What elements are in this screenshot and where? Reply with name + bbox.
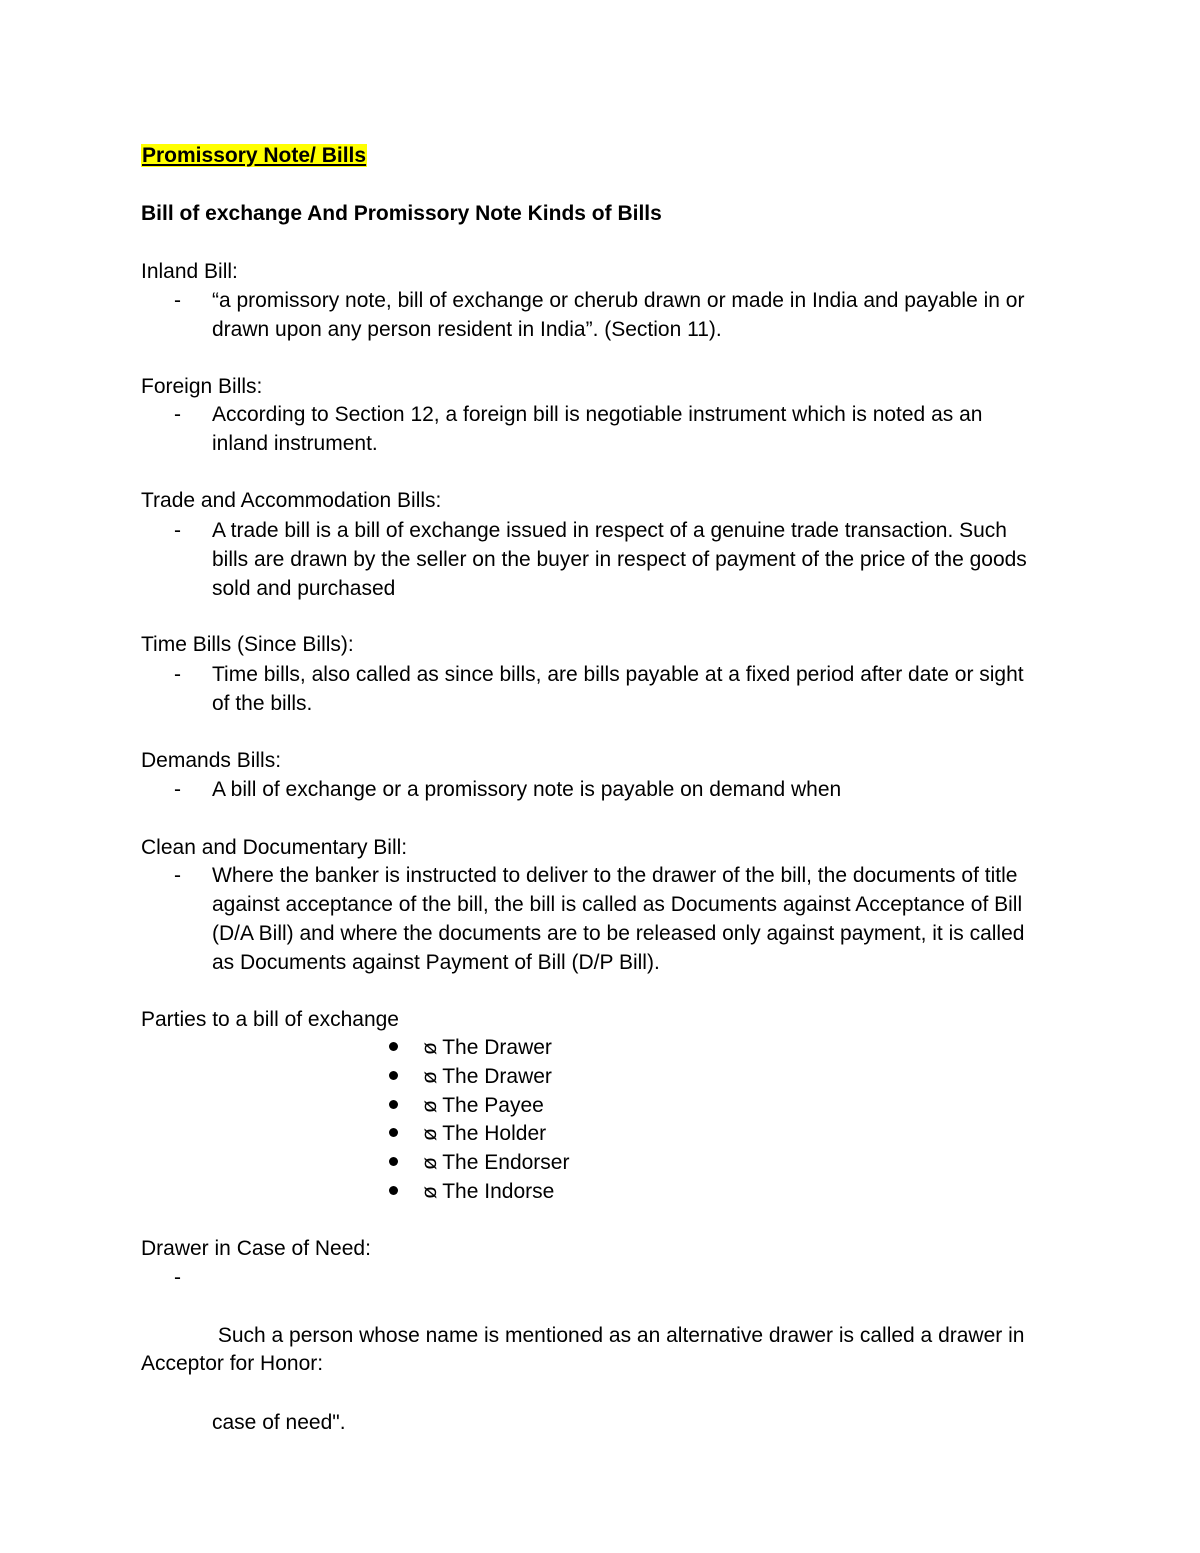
section-heading-drawer-need: Drawer in Case of Need: [141, 1237, 371, 1260]
section-heading-time-bills: Time Bills (Since Bills): [141, 633, 354, 656]
dash-bullet: - [174, 778, 181, 801]
bullet-dot-icon [389, 1071, 398, 1080]
section-text-inland-bill [212, 286, 1092, 344]
dash-bullet: - [174, 1266, 181, 1289]
bullet-dot-icon [389, 1042, 398, 1051]
section-heading-documentary-bill: Clean and Documentary Bill: [141, 836, 408, 859]
bullet-dot-icon [389, 1157, 398, 1166]
text-line: bills are drawn by the seller on the buyer in respect of payment of the price of the goods [212, 548, 1027, 571]
party-item: ᴓ The Drawer [424, 1036, 552, 1059]
text-line: case of need". [212, 1411, 346, 1434]
parties-heading: Parties to a bill of exchange [141, 1008, 399, 1031]
text-line: Where the banker is instructed to deliver to the drawer of the bill, the documents of title [212, 864, 1018, 887]
document-title [141, 141, 367, 170]
bullet-dot-icon [389, 1100, 398, 1109]
section-heading-acceptor-honor: Acceptor for Honor: [141, 1352, 324, 1375]
dash-bullet: - [174, 289, 181, 312]
text-line: Time bills, also called as since bills, are bills payable at a fixed period after date or sight [212, 663, 1024, 686]
bullet-dot-icon [389, 1128, 398, 1137]
text-line: “a promissory note, bill of exchange or cherub drawn or made in India and payable in or [212, 289, 1025, 312]
text-line: (D/A Bill) and where the documents are to be released only against payment, it is called [212, 922, 1025, 945]
text-line: A trade bill is a bill of exchange issued in respect of a genuine trade transaction. Such [212, 519, 1007, 542]
party-item: ᴓ The Endorser [424, 1151, 570, 1174]
section-text-time-bills [212, 660, 1092, 718]
section-text-trade-bills [212, 516, 1092, 603]
text-line: A bill of exchange or a promissory note is payable on demand when [212, 778, 842, 801]
text-line: According to Section 12, a foreign bill is negotiable instrument which is noted as an [212, 403, 983, 426]
party-item: ᴓ The Payee [424, 1094, 544, 1117]
dash-bullet: - [174, 864, 181, 887]
section-heading-trade-bills: Trade and Accommodation Bills: [141, 489, 442, 512]
party-item: ᴓ The Holder [424, 1122, 547, 1145]
text-line: Such a person whose name is mentioned as an alternative drawer is called a drawer in [212, 1324, 1025, 1347]
party-item: ᴓ The Indorse [424, 1180, 555, 1203]
text-line: of the bills. [212, 692, 313, 715]
section-heading-foreign-bills: Foreign Bills: [141, 375, 263, 398]
section-text-foreign-bills [212, 400, 1092, 458]
dash-bullet: - [174, 663, 181, 686]
section-heading-demand-bills: Demands Bills: [141, 749, 282, 772]
text-line: inland instrument. [212, 432, 378, 455]
dash-bullet: - [174, 519, 181, 542]
section-text-demand-bills [212, 775, 1092, 804]
section-heading-inland-bill: Inland Bill: [141, 260, 238, 283]
text-line: sold and purchased [212, 577, 396, 600]
dash-bullet: - [174, 403, 181, 426]
document-subtitle: Bill of exchange And Promissory Note Kinds of Bills [141, 202, 662, 225]
text-line: as Documents against Payment of Bill (D/P Bill). [212, 951, 660, 974]
text-line: against acceptance of the bill, the bill is called as Documents against Acceptance of Bill [212, 893, 1023, 916]
bullet-dot-icon [389, 1186, 398, 1195]
section-text-drawer-need [212, 1263, 1092, 1495]
section-text-documentary-bill [212, 861, 1092, 977]
text-line: drawn upon any person resident in India”. (Section 11). [212, 318, 722, 341]
title-highlight: Promissory Note/ Bills [142, 144, 367, 167]
party-item: ᴓ The Drawer [424, 1065, 552, 1088]
